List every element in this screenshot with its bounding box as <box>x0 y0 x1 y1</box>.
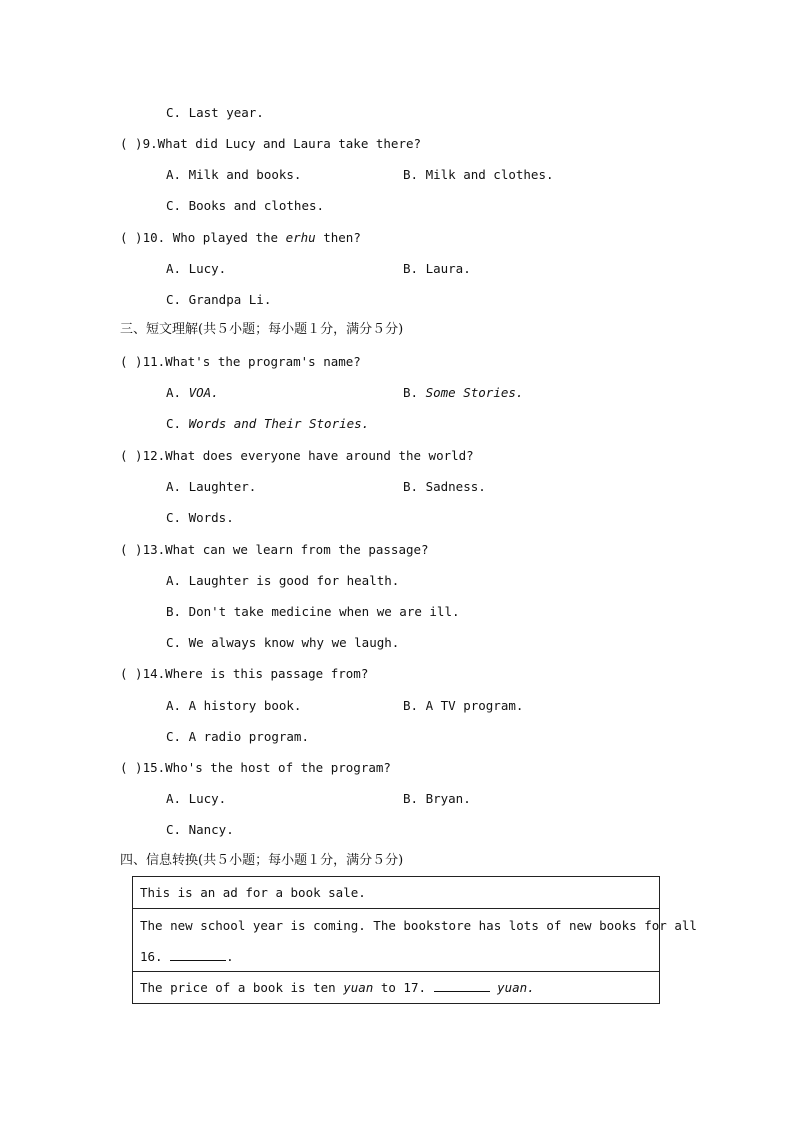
q13-question <box>120 542 429 558</box>
q11-option-a-letter: A. <box>166 385 182 400</box>
q14-question <box>120 666 368 682</box>
q9-prefix: ( )9. <box>120 136 158 151</box>
q15-option-a: A. Lucy. <box>166 791 227 806</box>
q11-option-b-letter: B. <box>403 385 419 400</box>
section3-heading: 三、短文理解(共５小题；每小题１分，满分５分) <box>120 322 404 337</box>
info-row2-line2 <box>140 934 652 965</box>
q12-option-a: A. Laughter. <box>166 479 257 494</box>
q12-prefix: ( )12. <box>120 448 166 463</box>
q10-text-pre: Who played the <box>172 230 279 245</box>
q13-option-a: A. Laughter is good for health. <box>166 573 400 588</box>
info-row1-text: This is an ad for a book sale. <box>140 885 366 900</box>
q15-option-c: C. Nancy. <box>166 822 234 837</box>
info-row3-pre: The price of a book is ten <box>140 980 336 995</box>
q14-option-a: A. A history book. <box>166 698 302 713</box>
q14-option-c: C. A radio program. <box>166 729 309 744</box>
q10-option-b: B. Laura. <box>403 261 471 276</box>
q11-option-c-letter: C. <box>166 416 182 431</box>
info-table-row-1 <box>133 877 659 909</box>
q12-option-b: B. Sadness. <box>403 479 486 494</box>
info-row3-yuan-end: yuan. <box>497 980 535 995</box>
q15-option-b: B. Bryan. <box>403 791 471 806</box>
q11-question <box>120 354 361 370</box>
info-table-row-2 <box>133 909 697 972</box>
q11-option-b <box>403 385 523 401</box>
q10-option-a: A. Lucy. <box>166 261 227 276</box>
section4-heading: 四、信息转换(共５小题；每小题１分，满分５分) <box>120 853 404 868</box>
q11-option-c <box>166 416 369 432</box>
q14-text: Where is this passage from? <box>165 666 369 681</box>
q15-question <box>120 760 391 776</box>
info-table-row-3 <box>133 972 659 1003</box>
q11-text: What's the program's name? <box>165 354 361 369</box>
q9-option-c: C. Books and clothes. <box>166 198 325 213</box>
q11-prefix: ( )11. <box>120 354 166 369</box>
blank-16[interactable] <box>170 949 226 961</box>
q9-text: What did Lucy and Laura take there? <box>157 136 422 151</box>
info-row3-yuan: yuan <box>343 980 374 995</box>
q14-prefix: ( )14. <box>120 666 166 681</box>
q10-text-post: then? <box>323 230 361 245</box>
q10-question <box>120 230 361 246</box>
q9-option-a: A. Milk and books. <box>166 167 302 182</box>
q10-option-c: C. Grandpa Li. <box>166 292 272 307</box>
q12-question <box>120 448 474 464</box>
q9-option-b: B. Milk and clothes. <box>403 167 554 182</box>
q15-prefix: ( )15. <box>120 760 166 775</box>
q11-option-a <box>166 385 219 401</box>
q15-text: Who's the host of the program? <box>165 760 391 775</box>
q13-option-c: C. We always know why we laugh. <box>166 635 400 650</box>
q11-option-b-text: Some Stories. <box>425 385 524 400</box>
q12-option-c: C. Words. <box>166 510 234 525</box>
info-table <box>132 876 697 1004</box>
blank-17[interactable] <box>434 980 490 992</box>
q11-option-c-text: Words and Their Stories. <box>188 416 370 431</box>
q8-option-c: C. Last year. <box>166 105 264 120</box>
q12-text: What does everyone have around the world? <box>165 448 474 463</box>
q9-question <box>120 136 421 152</box>
blank-16-number: 16. <box>140 949 163 964</box>
info-row3-text <box>140 972 652 996</box>
blank-17-number: to 17. <box>380 980 426 995</box>
q10-prefix: ( )10. <box>120 230 166 245</box>
q13-prefix: ( )13. <box>120 542 166 557</box>
q11-option-a-text: VOA. <box>188 385 219 400</box>
q13-option-b: B. Don't take medicine when we are ill. <box>166 604 460 619</box>
blank-16-period: . <box>226 949 234 964</box>
q14-option-b: B. A TV program. <box>403 698 524 713</box>
info-row2-line1: The new school year is coming. The bookstore has lots of new books for all <box>140 918 697 933</box>
q10-text-italic: erhu <box>285 230 316 245</box>
q13-text: What can we learn from the passage? <box>165 542 429 557</box>
